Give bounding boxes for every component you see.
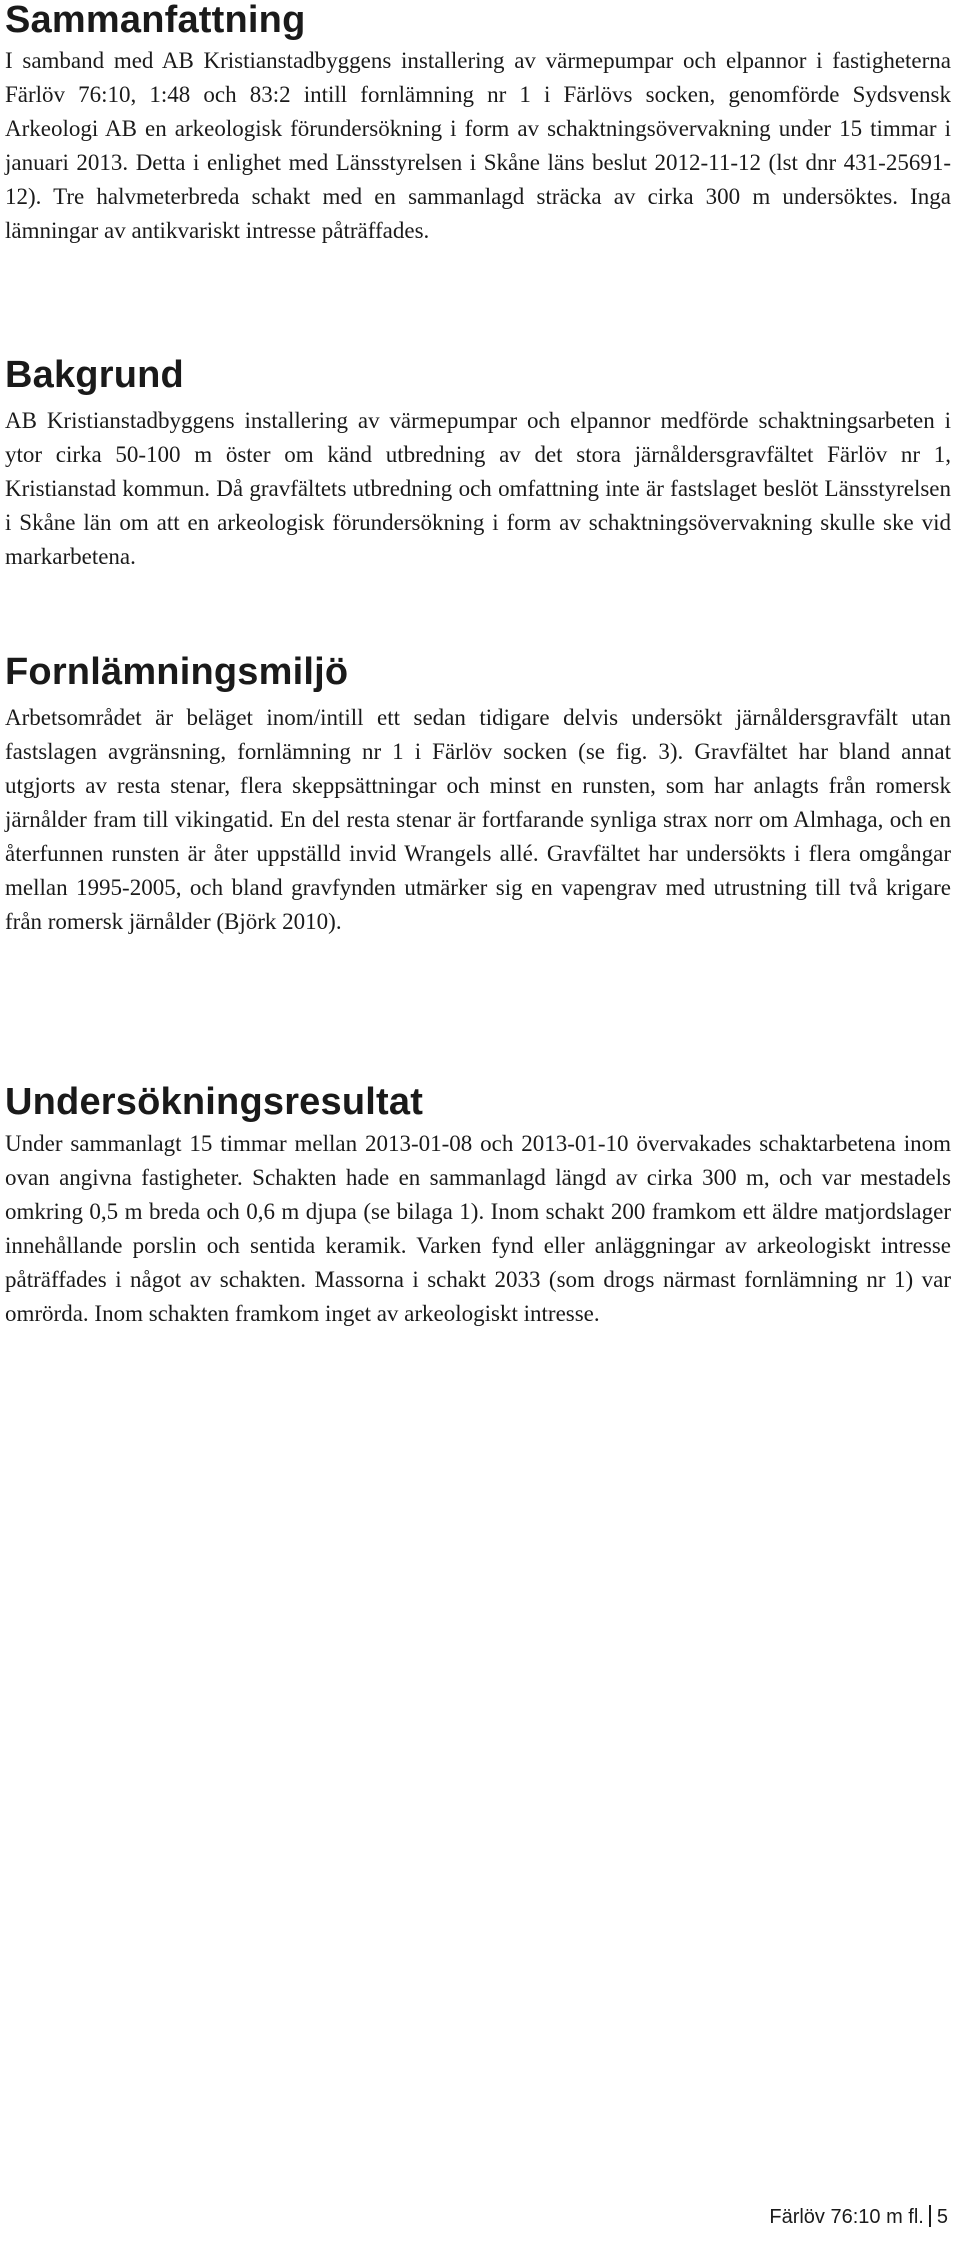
section-heading: Fornlämningsmiljö — [5, 651, 349, 693]
page-footer — [769, 2204, 948, 2230]
section-paragraph: AB Kristianstadbyggens installering av värmepumpar och elpannor medförde schaktningsarbeten i ytor cirka 50-100 m öster om känd utbredning av det stora järnåldersgravfältet Färlöv nr 1, Kristianstad kommun. Då gravfältets utbredning och omfattning inte är fastslaget beslöt Länsstyrelsen i Skåne län om att en arkeologisk förundersökning i form av schaktningsövervakning skulle ske vid markarbetena. — [5, 408, 951, 569]
section-paragraph: Arbetsområdet är beläget inom/intill ett sedan tidigare delvis undersökt järnåldersgravfält utan fastslagen avgränsning, fornlämning nr 1 i Färlöv socken (se fig. 3). Gravfältet har bland annat utgjorts av resta stenar, flera skeppsättningar och minst en runsten, som har anlagts från romersk järnålder fram till vikingatid. En del resta stenar är fortfarande synliga strax norr om Almhaga, och en återfunnen runsten är åter uppställd invid Wrangels allé. Gravfältet har undersökts i flera omgångar mellan 1995-2005, och bland gravfynden utmärker sig en vapengrav med utrustning till två krigare från romersk järnålder (Björk 2010). — [5, 705, 951, 934]
section-heading: Bakgrund — [5, 354, 184, 396]
page-number: 5 — [936, 2206, 948, 2228]
footer-divider — [929, 2205, 931, 2227]
section-paragraph: I samband med AB Kristianstadbyggens installering av värmepumpar och elpannor i fastigheterna Färlöv 76:10, 1:48 och 83:2 intill fornlämning nr 1 i Färlövs socken, genomförde Sydsvensk Arkeologi AB en arkeologisk förundersökning i form av schaktningsövervakning under 15 timmar i januari 2013. Detta i enlighet med Länsstyrelsen i Skåne läns beslut 2012-11-12 (lst dnr 431-25691-12). Tre halvmeterbreda schakt med en sammanlagd sträcka av cirka 300 m undersöktes. Inga lämningar av antikvariskt intresse påträffades. — [5, 48, 951, 243]
section-heading: Sammanfattning — [5, 0, 306, 41]
section-heading: Undersökningsresultat — [5, 1081, 424, 1123]
section-paragraph: Under sammanlagt 15 timmar mellan 2013-01-08 och 2013-01-10 övervakades schaktarbetena inom ovan angivna fastigheter. Schakten hade en sammanlagd längd av cirka 300 m, och var mestadels omkring 0,5 m breda och 0,6 m djupa (se bilaga 1). Inom schakt 200 framkom ett äldre matjordslager innehållande porslin och sentida keramik. Varken fynd eller anläggningar av arkeologiskt intresse påträffades i något av schakten. Massorna i schakt 2033 (som drogs närmast fornlämning nr 1) var omrörda. Inom schakten framkom inget av arkeologiskt intresse. — [5, 1131, 951, 1326]
footer-report-name: Färlöv 76:10 m fl. — [769, 2206, 924, 2228]
